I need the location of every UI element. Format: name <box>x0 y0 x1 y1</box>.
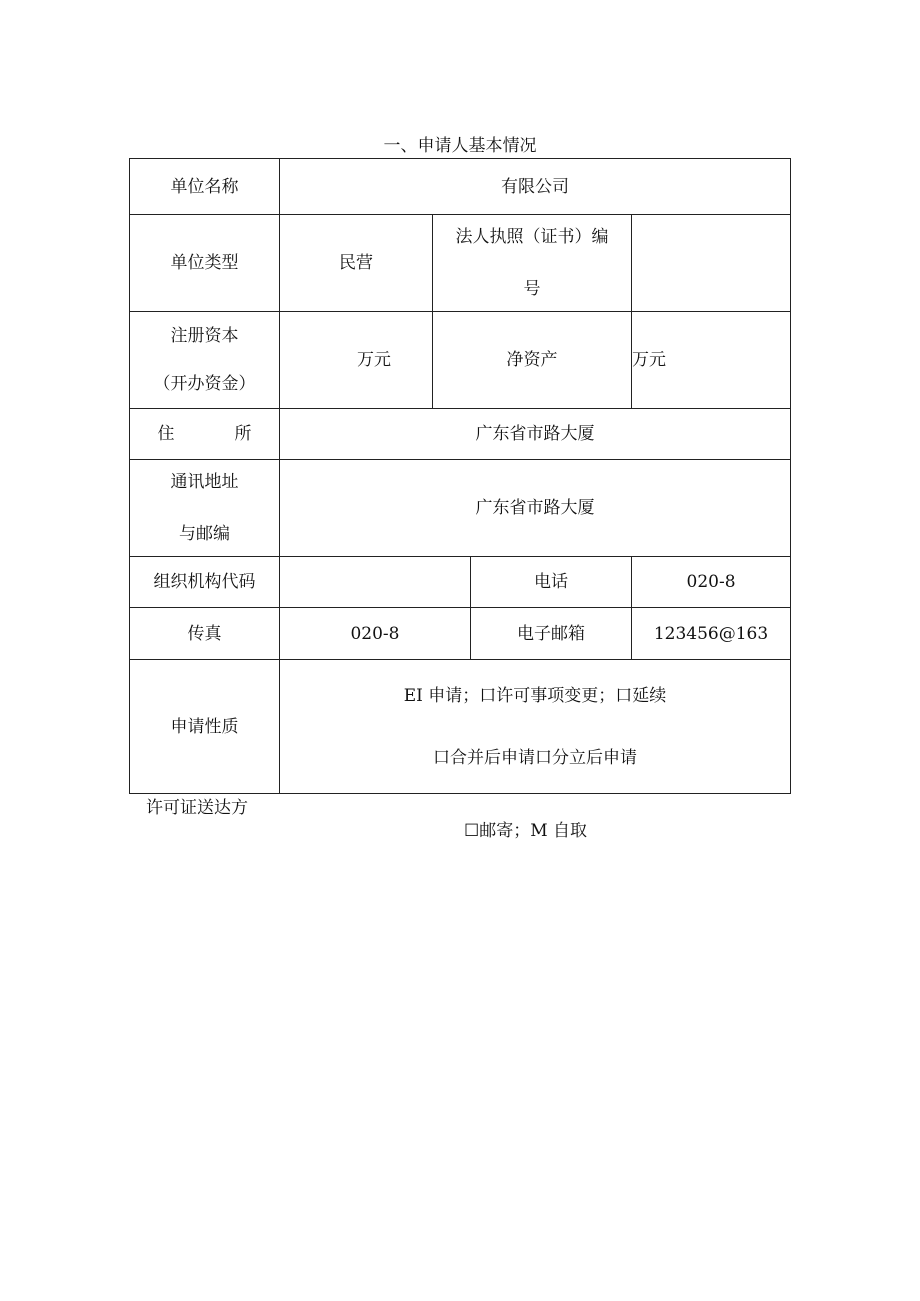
phone-label: 电话 <box>471 557 632 608</box>
license-label-line2: 号 <box>523 279 541 299</box>
nature-value <box>280 660 791 794</box>
residence-label-a: 住 <box>157 424 175 444</box>
row-fax <box>130 608 791 660</box>
net-assets-label: 净资产 <box>433 312 632 409</box>
address-label <box>130 460 280 557</box>
unit-name-label: 单位名称 <box>130 159 280 215</box>
page-title: 一、申请人基本情况 <box>383 136 537 156</box>
net-assets-value: 万元 <box>632 312 791 409</box>
capital-label-line1: 注册资本 <box>170 326 239 346</box>
capital-label-line2: （开办资金） <box>153 374 256 394</box>
applicant-info-table <box>129 158 791 794</box>
row-unit-type <box>130 215 791 312</box>
email-value: 123456@163 <box>632 608 791 660</box>
org-code-value <box>280 557 471 608</box>
residence-label-b: 所 <box>234 424 252 444</box>
email-label: 电子邮箱 <box>471 608 632 660</box>
nature-label: 申请性质 <box>130 660 280 794</box>
license-label-line1: 法人执照（证书）编 <box>455 227 609 247</box>
row-capital <box>130 312 791 409</box>
unit-type-label: 单位类型 <box>130 215 280 312</box>
address-value: 广东省市路大厦 <box>280 460 791 557</box>
row-address <box>130 460 791 557</box>
row-residence <box>130 409 791 460</box>
fax-label: 传真 <box>130 608 280 660</box>
unit-type-value: 民营 <box>280 215 433 312</box>
residence-value: 广东省市路大厦 <box>280 409 791 460</box>
license-label <box>433 215 632 312</box>
org-code-label: 组织机构代码 <box>130 557 280 608</box>
nature-line-2: 口合并后申请口分立后申请 <box>433 747 637 768</box>
delivery-label: 许可证送达方 <box>146 798 248 818</box>
phone-value: 020-8 <box>632 557 791 608</box>
capital-label <box>130 312 280 409</box>
nature-line-1: EI 申请；口许可事项变更；口延续 <box>403 685 667 706</box>
license-value <box>632 215 791 312</box>
unit-name-value: 有限公司 <box>280 159 791 215</box>
fax-value: 020-8 <box>280 608 471 660</box>
delivery-value: ☐邮寄；M 自取 <box>464 821 588 841</box>
row-nature <box>130 660 791 794</box>
capital-value: 万元 <box>280 312 433 409</box>
row-unit-name <box>130 159 791 215</box>
residence-label <box>130 409 280 460</box>
row-org-code <box>130 557 791 608</box>
address-label-line2: 与邮编 <box>179 524 230 544</box>
address-label-line1: 通讯地址 <box>170 472 239 492</box>
